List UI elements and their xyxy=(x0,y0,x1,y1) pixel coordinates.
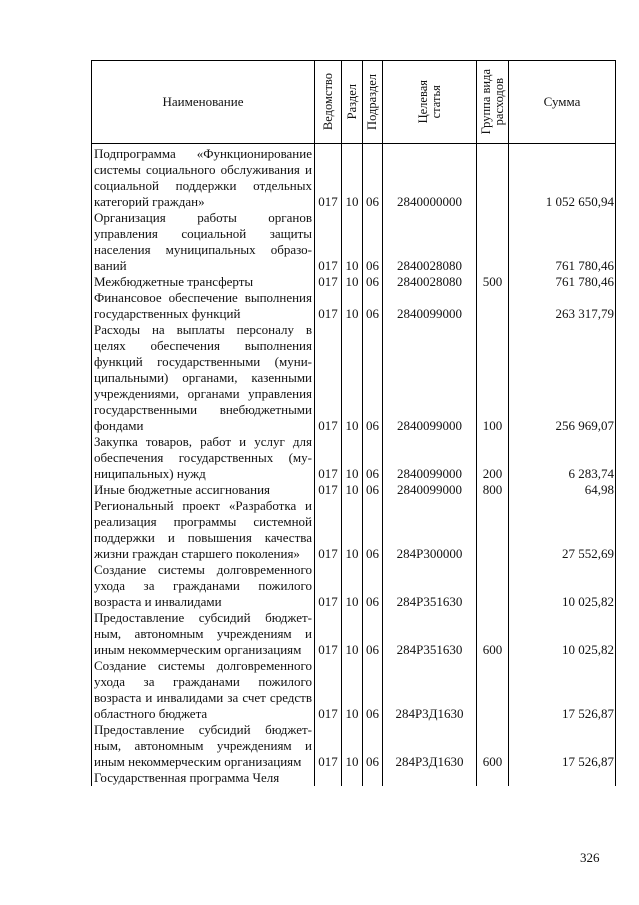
table-row xyxy=(92,498,616,562)
cell-target: 2840099000 xyxy=(383,482,477,498)
table-row xyxy=(92,434,616,482)
budget-table xyxy=(91,60,616,786)
cell-target: 284P300000 xyxy=(383,498,477,562)
cell-subsection: 06 xyxy=(363,610,383,658)
header-name: Наименование xyxy=(92,61,315,144)
table-row xyxy=(92,210,616,274)
page-number: 326 xyxy=(580,850,600,865)
cell-department: 017 xyxy=(315,722,342,770)
header-subsection xyxy=(363,61,383,144)
cell-expense-group xyxy=(477,658,509,722)
cell-sum: 27 552,69 xyxy=(509,498,616,562)
cell-target xyxy=(383,770,477,786)
cell-department: 017 xyxy=(315,210,342,274)
cell-department: 017 xyxy=(315,498,342,562)
cell-name: Предоставление субсидий бюджетным, автономным учреждениям и иным некоммерческим организациям xyxy=(92,722,315,770)
cell-section xyxy=(342,770,363,786)
cell-section: 10 xyxy=(342,434,363,482)
cell-department: 017 xyxy=(315,562,342,610)
cell-target: 2840099000 xyxy=(383,290,477,322)
cell-subsection: 06 xyxy=(363,482,383,498)
cell-expense-group xyxy=(477,290,509,322)
cell-department: 017 xyxy=(315,610,342,658)
cell-name: Организация работы органов управления социальной защиты населения муниципальных образований xyxy=(92,210,315,274)
cell-section: 10 xyxy=(342,498,363,562)
cell-target: 284P3Д1630 xyxy=(383,658,477,722)
header-expense-group xyxy=(477,61,509,144)
cell-section: 10 xyxy=(342,322,363,434)
cell-name: Подпрограмма «Функционирование системы социального обслуживания и социальной поддержки отдельных категорий граждан» xyxy=(92,144,315,211)
cell-name: Расходы на выплаты персоналу в целях обеспечения выполнения функций государственными (муниципальными) органами, казенными учреждениями, органами управления государственными внебюджетными фондами xyxy=(92,322,315,434)
header-section-label: Раздел xyxy=(344,84,359,120)
cell-name: Создание системы долговременного ухода за гражданами пожилого возраста и инвалидами за счет средств областного бюджета xyxy=(92,658,315,722)
header-sum: Сумма xyxy=(509,61,616,144)
cell-expense-group: 600 xyxy=(477,722,509,770)
table-row xyxy=(92,482,616,498)
cell-target: 2840028080 xyxy=(383,274,477,290)
header-row xyxy=(92,61,616,144)
cell-sum: 6 283,74 xyxy=(509,434,616,482)
cell-sum: 761 780,46 xyxy=(509,274,616,290)
cell-section: 10 xyxy=(342,290,363,322)
table-row xyxy=(92,610,616,658)
cell-subsection: 06 xyxy=(363,144,383,211)
cell-target: 2840099000 xyxy=(383,322,477,434)
cell-section: 10 xyxy=(342,274,363,290)
cell-section: 10 xyxy=(342,658,363,722)
cell-section: 10 xyxy=(342,722,363,770)
cell-department: 017 xyxy=(315,144,342,211)
cell-subsection: 06 xyxy=(363,274,383,290)
cell-sum: 17 526,87 xyxy=(509,722,616,770)
cell-sum: 10 025,82 xyxy=(509,610,616,658)
cell-section: 10 xyxy=(342,610,363,658)
table-row xyxy=(92,770,616,786)
table-row xyxy=(92,290,616,322)
cell-subsection xyxy=(363,770,383,786)
cell-sum: 10 025,82 xyxy=(509,562,616,610)
cell-name: Региональный проект «Разработка и реализация программы системной поддержки и повышения качества жизни граждан старшего поколения» xyxy=(92,498,315,562)
cell-department: 017 xyxy=(315,658,342,722)
cell-sum: 263 317,79 xyxy=(509,290,616,322)
header-target-label: Целевая статья xyxy=(415,80,443,124)
cell-name: Финансовое обеспечение выполнения государственных функций xyxy=(92,290,315,322)
table-body xyxy=(92,144,616,787)
cell-department: 017 xyxy=(315,434,342,482)
cell-expense-group xyxy=(477,144,509,211)
table-row xyxy=(92,274,616,290)
cell-subsection: 06 xyxy=(363,210,383,274)
cell-expense-group xyxy=(477,210,509,274)
cell-department xyxy=(315,770,342,786)
cell-sum: 256 969,07 xyxy=(509,322,616,434)
cell-name: Предоставление субсидий бюджетным, автономным учреждениям и иным некоммерческим организациям xyxy=(92,610,315,658)
cell-target: 284P351630 xyxy=(383,610,477,658)
cell-subsection: 06 xyxy=(363,658,383,722)
cell-expense-group: 600 xyxy=(477,610,509,658)
header-department-label: Ведомство xyxy=(320,73,335,131)
cell-expense-group: 200 xyxy=(477,434,509,482)
cell-name: Иные бюджетные ассигнования xyxy=(92,482,315,498)
table-row xyxy=(92,322,616,434)
table-header xyxy=(92,61,616,144)
cell-target: 284P3Д1630 xyxy=(383,722,477,770)
cell-expense-group: 800 xyxy=(477,482,509,498)
cell-name: Закупка товаров, работ и услуг для обеспечения государственных (муниципальных) нужд xyxy=(92,434,315,482)
cell-name: Государственная программа Челя xyxy=(92,770,315,786)
cell-department: 017 xyxy=(315,274,342,290)
cell-sum: 761 780,46 xyxy=(509,210,616,274)
cell-section: 10 xyxy=(342,210,363,274)
cell-target: 284P351630 xyxy=(383,562,477,610)
cell-subsection: 06 xyxy=(363,322,383,434)
header-target xyxy=(383,61,477,144)
cell-department: 017 xyxy=(315,322,342,434)
cell-subsection: 06 xyxy=(363,498,383,562)
table-row xyxy=(92,562,616,610)
cell-name: Межбюджетные трансферты xyxy=(92,274,315,290)
cell-section: 10 xyxy=(342,482,363,498)
cell-name: Создание системы долговременного ухода за гражданами пожилого возраста и инвалидами xyxy=(92,562,315,610)
cell-target: 2840099000 xyxy=(383,434,477,482)
header-section xyxy=(342,61,363,144)
header-department xyxy=(315,61,342,144)
table-row xyxy=(92,144,616,211)
header-subsection-label: Подраздел xyxy=(365,74,379,130)
header-expense-group-label: Группа вида расходов xyxy=(478,69,506,135)
cell-expense-group xyxy=(477,498,509,562)
cell-expense-group xyxy=(477,770,509,786)
table-row xyxy=(92,658,616,722)
cell-section: 10 xyxy=(342,562,363,610)
cell-sum: 17 526,87 xyxy=(509,658,616,722)
cell-sum xyxy=(509,770,616,786)
cell-sum: 64,98 xyxy=(509,482,616,498)
cell-subsection: 06 xyxy=(363,562,383,610)
cell-expense-group: 100 xyxy=(477,322,509,434)
cell-target: 2840000000 xyxy=(383,144,477,211)
cell-sum: 1 052 650,94 xyxy=(509,144,616,211)
cell-subsection: 06 xyxy=(363,434,383,482)
cell-target: 2840028080 xyxy=(383,210,477,274)
table-row xyxy=(92,722,616,770)
cell-section: 10 xyxy=(342,144,363,211)
cell-expense-group xyxy=(477,562,509,610)
cell-department: 017 xyxy=(315,482,342,498)
cell-subsection: 06 xyxy=(363,722,383,770)
cell-department: 017 xyxy=(315,290,342,322)
cell-subsection: 06 xyxy=(363,290,383,322)
cell-expense-group: 500 xyxy=(477,274,509,290)
